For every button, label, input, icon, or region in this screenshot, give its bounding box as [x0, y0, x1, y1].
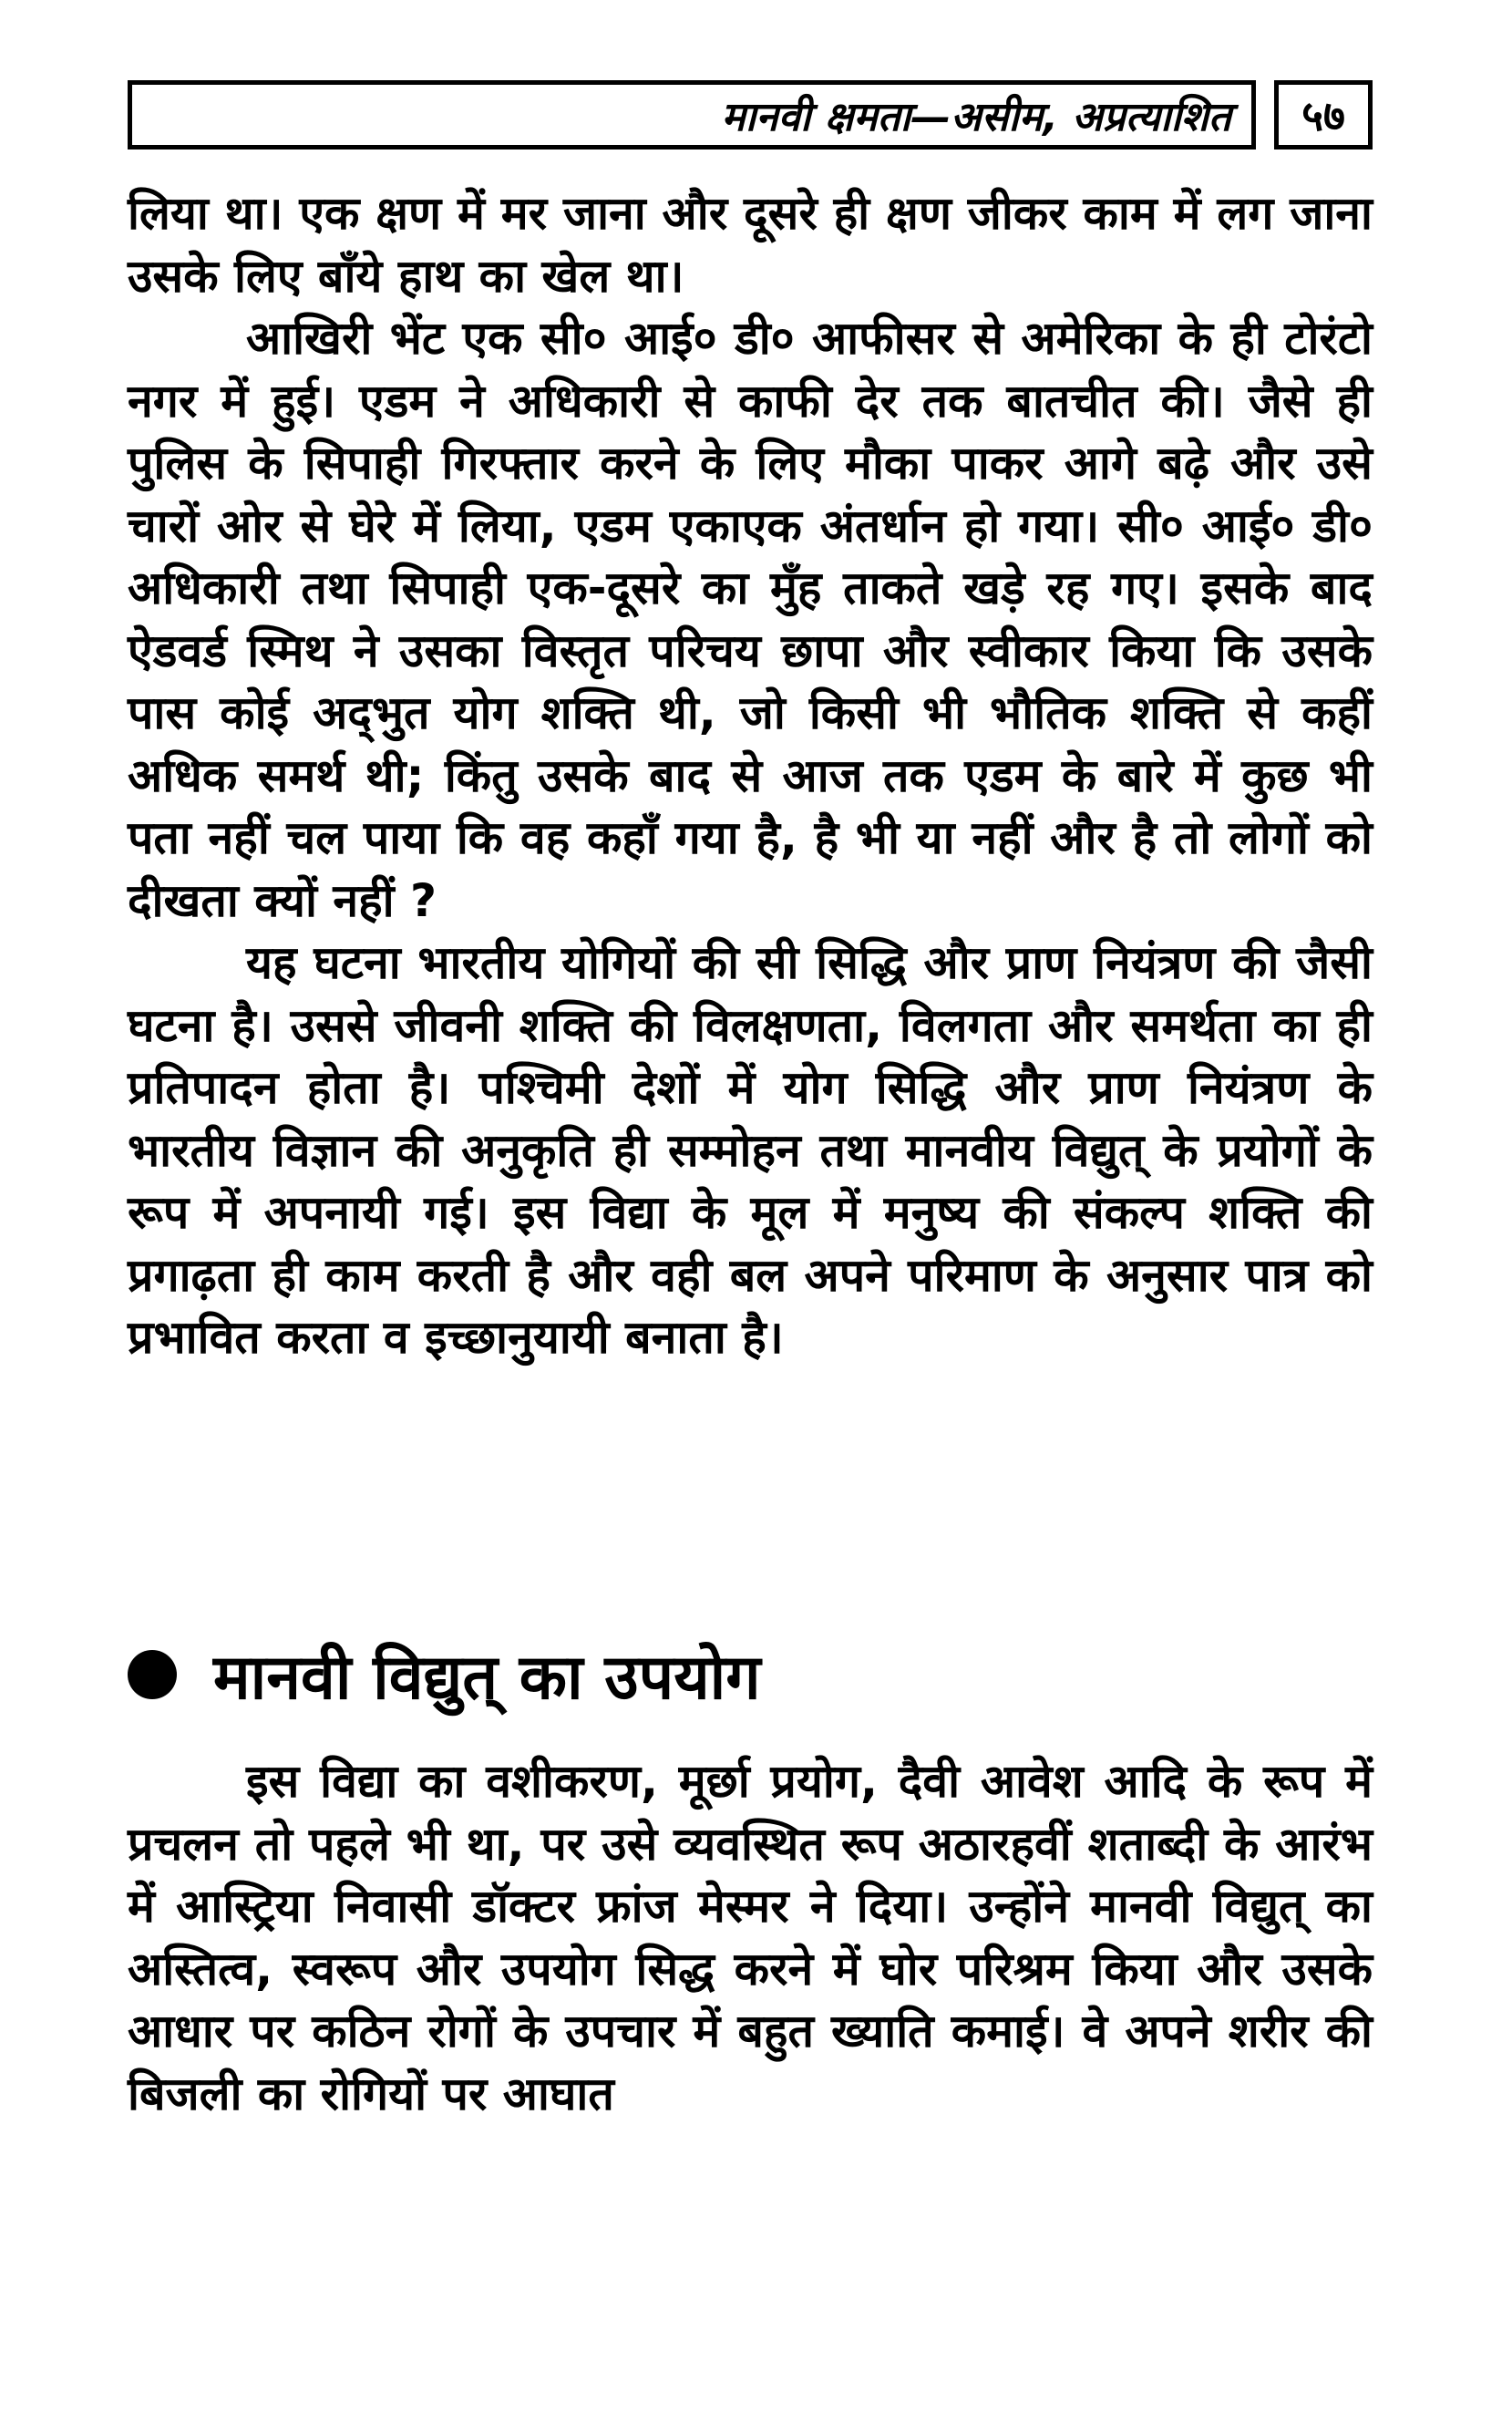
paragraph: यह घटना भारतीय योगियों की सी सिद्धि और प्राण नियंत्रण की जैसी घटना है। उससे जीवनी शक्ति की विलक्षणता, विलगता और समर्थता का ही प्रतिपादन होता है। पश्चिमी देशों में योग सिद्धि और प्राण नियंत्रण के भारतीय विज्ञान की अनुकृति ही सम्मोहन तथा मानवीय विद्युत् के प्रयोगों के रूप में अपनायी गई। इस विद्या के मूल में मनुष्य की संकल्प शक्ति की प्रगाढ़ता ही काम करती है और वही बल अपने परिमाण के अनुसार पात्र को प्रभावित करता व इच्छानुयायी बनाता है। [128, 936, 1373, 1364]
running-header [128, 80, 1256, 150]
paragraph: लिया था। एक क्षण में मर जाना और दूसरे ही क्षण जीकर काम में लग जाना उसके लिए बाँये हाथ का खेल था। [128, 187, 1373, 303]
paragraph: इस विद्या का वशीकरण, मूर्छा प्रयोग, दैवी आवेश आदि के रूप में प्रचलन तो पहले भी था, पर उसे व्यवस्थित रूप अठारहवीं शताब्दी के आरंभ में आस्ट्रिया निवासी डॉक्टर फ्रांज मेस्मर ने दिया। उन्होंने मानवी विद्युत् का अस्तित्व, स्वरूप और उपयोग सिद्ध करने में घोर परिश्रम किया और उसके आधार पर कठिन रोगों के उपचार में बहुत ख्याति कमाई। वे अपने शरीर की बिजली का रोगियों पर आघात [128, 1755, 1373, 2120]
section-heading-text: मानवी विद्युत् का उपयोग [213, 1642, 761, 1714]
paragraph: आखिरी भेंट एक सी० आई० डी० आफीसर से अमेरिका के ही टोरंटो नगर में हुई। एडम ने अधिकारी से काफी देर तक बातचीत की। जैसे ही पुलिस के सिपाही गिरफ्तार करने के लिए मौका पाकर आगे बढ़े और उसे चारों ओर से घेरे में लिया, एडम एकाएक अंतर्धान हो गया। सी० आई० डी० अधिकारी तथा सिपाही एक-दूसरे का मुँह ताकते खड़े रह गए। इसके बाद ऐडवर्ड स्मिथ ने उसका विस्तृत परिचय छापा और स्वीकार किया कि उसके पास कोई अद्‌भुत योग शक्ति थी, जो किसी भी भौतिक शक्ति से कहीं अधिक समर्थ थी; किंतु उसके बाद से आज तक एडम के बारे में कुछ भी पता नहीं चल पाया कि वह कहाँ गया है, है भी या नहीं और है तो लोगों को दीखता क्यों नहीं ? [128, 312, 1373, 927]
running-title: मानवी क्षमता—असीम, अप्रत्याशित [721, 94, 1231, 140]
body-text-bottom [128, 1750, 1373, 2125]
section-heading [128, 1632, 761, 1717]
page-number-box [1274, 80, 1373, 150]
bullet-icon [128, 1650, 177, 1699]
page-number: ५७ [1301, 91, 1345, 140]
body-text-top [128, 182, 1373, 1369]
